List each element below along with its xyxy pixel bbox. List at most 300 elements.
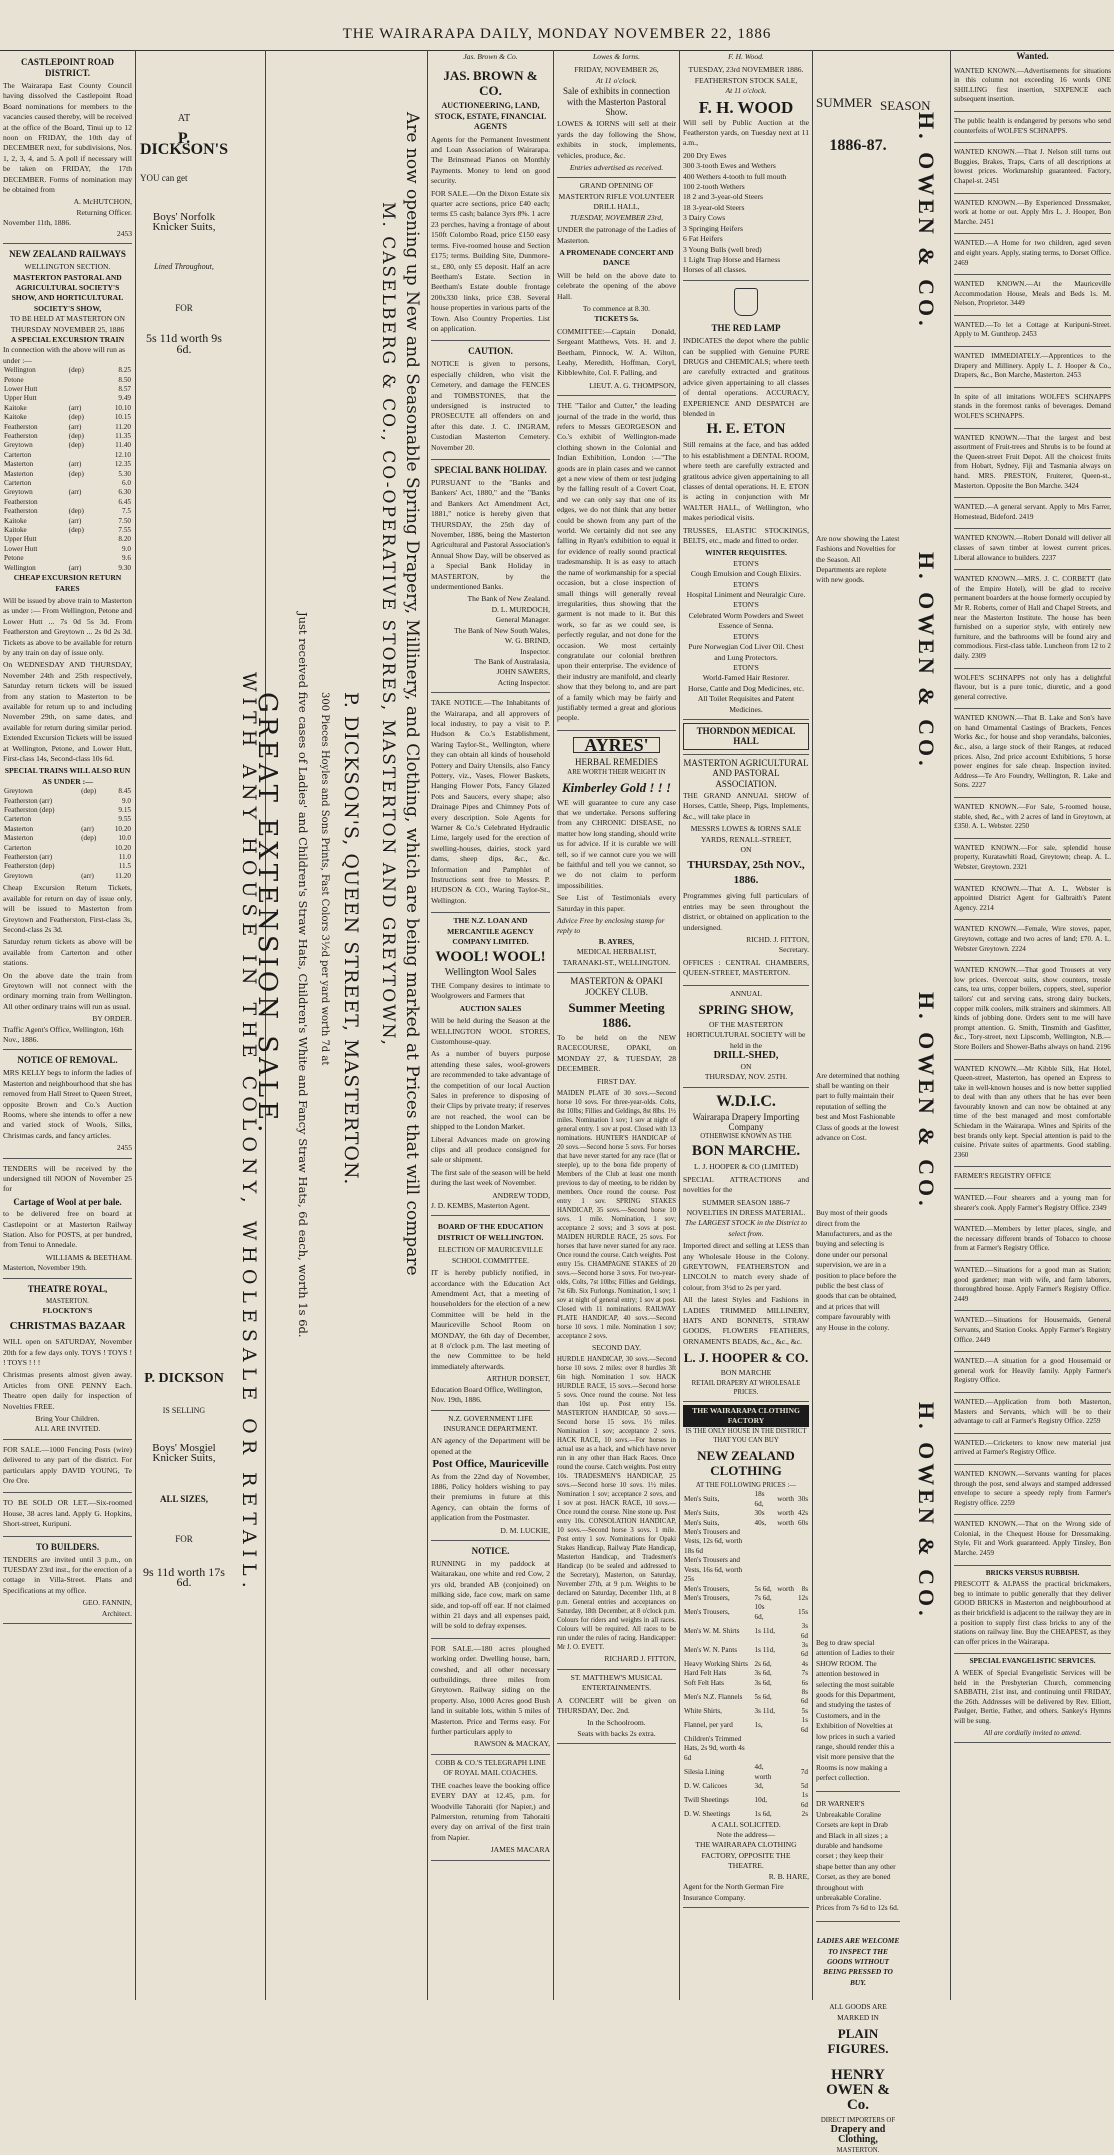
wdic-season: SUMMER SEASON 1886-7 bbox=[702, 1197, 790, 1207]
timetable-cell bbox=[80, 806, 105, 815]
dickson-address: P. DICKSON'S, QUEEN STREET, MASTERTON. bbox=[340, 692, 362, 1186]
timetable-cell bbox=[68, 385, 99, 394]
timetable-row bbox=[3, 815, 132, 824]
timetable-cell: Men's W. M. Shirts bbox=[684, 1626, 740, 1635]
timetable-2 bbox=[3, 787, 132, 881]
timetable-cell: Greytown bbox=[4, 871, 33, 880]
wanted-ad-text: WANTED KNOWN.—Mr Kibble Silk, Hat Hotel, Queen-street, Masterton, has opened an Express to take in well-known houses and is now better supplied to deal with than any others that he has ever been favourably known and can now be obtained at any time of the best managed and most comfortable Schiedam in the Wairarapa. Wines and Spirits of the best brands only kept. Special attention is paid to the cuisine. Private suites of apartments. Good stabling. 2360 bbox=[954, 1064, 1111, 1159]
second-day: SECOND DAY. bbox=[592, 1342, 641, 1352]
lamp-horse: Horse, Cattle and Dog Medicines, etc. bbox=[688, 683, 804, 693]
saturday-note: Saturday return tickets as above will be available from Carterton and other stations. bbox=[3, 937, 132, 968]
timetable-row bbox=[3, 517, 132, 526]
timetable-cell: Featherston bbox=[4, 432, 38, 440]
timetable-cell: 6.30 bbox=[118, 488, 131, 497]
norfolk-price: 5s 11d worth 9s 6d. bbox=[146, 331, 222, 356]
timetable-cell: Heavy Working Shirts bbox=[684, 1659, 748, 1668]
auction-sales: AUCTION SALES bbox=[459, 1003, 522, 1013]
show-yards: MESSRS LOWES & IORNS SALE YARDS, RENALL-STREET, bbox=[690, 824, 802, 844]
stock-item: 6 Fat Heifers bbox=[683, 234, 723, 244]
theatre-title: THEATRE ROYAL, bbox=[27, 1283, 108, 1294]
wool-sales: Wellington Wool Sales bbox=[444, 967, 537, 979]
bon-marche-2: BON MARCHE bbox=[720, 1368, 772, 1378]
wanted-ad bbox=[954, 961, 1111, 1059]
wanted-ad bbox=[954, 920, 1111, 961]
owen-rot-1: H. OWEN & CO. bbox=[914, 112, 939, 330]
timetable-cell bbox=[68, 554, 99, 563]
wanted-ad bbox=[954, 1393, 1111, 1434]
wanted-ad bbox=[954, 839, 1111, 880]
castlepoint-notice bbox=[3, 52, 132, 244]
wanted-ad bbox=[954, 1434, 1111, 1465]
loan-title: THE N.Z. LOAN AND MERCANTILE AGENCY COMPANY LIMITED. bbox=[447, 916, 534, 947]
wood-name: F. H. WOOD bbox=[698, 97, 794, 117]
timetable-cell: Featherston (dep) bbox=[4, 806, 55, 815]
timetable-cell: (dep) bbox=[68, 507, 84, 516]
bank-signer-line: General Manager. bbox=[495, 615, 550, 625]
wanted-ad-text: WANTED KNOWN.—Female, Wire stoves, paper, Greytown, cottage and two acres of land; £70. A. L. Webster Greytown. 2224 bbox=[954, 925, 1111, 953]
extension-sale-received: Just received five cases of Ladies' and Children's Straw Hats, Children's White and Fancy Straw Hats, 6d each, worth 1s 6d. bbox=[296, 612, 310, 1338]
timetable-cell: (arr) bbox=[68, 488, 82, 497]
bon-marche-title: BON MARCHE. bbox=[691, 1143, 801, 1160]
railways-held: TO BE HELD AT MASTERTON ON THURSDAY NOVEMBER 25, 1886 bbox=[10, 314, 125, 334]
show-body: THE GRAND ANNUAL SHOW of Horses, Cattle, Sheep, Pigs, Implements, &c., will take place in bbox=[683, 790, 809, 821]
loan-body-5: The first sale of the season will be held during the last week of November. bbox=[431, 1167, 550, 1188]
drill-body: UNDER the patronage of the Ladies of Masterton. bbox=[557, 225, 676, 245]
ad-number: 2453 bbox=[116, 228, 132, 238]
timetable-cell: 42s bbox=[798, 1509, 808, 1518]
wanted-ad-text: The public health is endangered by persons who send counterfeits of WOLFE'S SCHNAPPS. bbox=[954, 116, 1111, 135]
cow-notice bbox=[431, 1541, 550, 1639]
column-1 bbox=[0, 52, 135, 2000]
timetable-cell: 10.20 bbox=[114, 843, 131, 852]
timetable-cell: Upper Hutt bbox=[4, 394, 37, 403]
timetable-cell: 3s 6d, bbox=[754, 1678, 772, 1687]
timetable-cell: Men's Trousers, bbox=[684, 1584, 730, 1593]
jockey-title: MASTERTON & OPAKI JOCKEY CLUB. bbox=[570, 976, 663, 997]
all-sizes: ALL SIZES, bbox=[159, 1493, 209, 1504]
wanted-ad-text: In spite of all imitations WOLFE'S SCHNAPPS stands in the foremost ranks of beverages. Demand WOLFE'S SCHNAPPS. bbox=[954, 392, 1111, 421]
wanted-ad bbox=[954, 1515, 1111, 1565]
stock-item: 100 2-tooth Wethers bbox=[683, 182, 745, 192]
wanted-ad bbox=[954, 143, 1111, 193]
tailor-body: THE "Tailor and Cutter," the leading journal of the trade in the world, thus refers to Messrs GEORGESON and Co.'s exhibit of Wellington-made clothing shown in the Colonial and Indian Exhibition, London :—"The goods are in plain cases and we cannot get a new view of them or test judging by the falling result of a Covert Coat, and we can only say that one of its edges, we do not think that any better could be shown from any part of the world. We certainly did not see any falling in Ryan's exhibition to equal it for evidence of really sound practical tradesmanship. It is as easy to attach the name of workmanship for a special occasion, but a close inspection of small things will generally reveal irregularities, thus showing that the garment is not made to it. But this work, so far as we could see, is perfectly regular, and not done for the occasion. We most certainly congratulate our colonial brethren upon their enterprise. The evidence of their industry are manifold, and clearly show that they belong to, and are part of a family which may be fairly and justifiably termed a great and glorious people. bbox=[557, 401, 676, 723]
timetable-cell: 15s bbox=[798, 1608, 808, 1617]
first-day: FIRST DAY. bbox=[596, 1076, 637, 1086]
stock-item: 3 Young Bulls (well bred) bbox=[683, 244, 762, 254]
tenders-headline: Cartage of Wool at per bale. bbox=[13, 1196, 122, 1207]
bank-holiday bbox=[431, 460, 550, 693]
timetable-cell: Greytown bbox=[4, 441, 33, 450]
timetable-row bbox=[3, 394, 132, 403]
timetable-cell: 8.25 bbox=[118, 366, 131, 375]
signer: ARTHUR DORSET, bbox=[486, 1374, 550, 1384]
jockey-meeting: Summer Meeting 1886. bbox=[568, 999, 665, 1030]
caution-notice bbox=[431, 341, 550, 460]
timetable-cell bbox=[776, 1641, 795, 1660]
timetable-cell bbox=[776, 1594, 795, 1603]
timetable-cell: Featherston (dep) bbox=[4, 862, 55, 871]
timetable-row bbox=[3, 526, 132, 535]
wanted-ad-text: WANTED.—A situation for a good Housemaid or general work for Heavily family. Apply Farmer's Registry Office. bbox=[954, 1357, 1111, 1385]
timetable-cell bbox=[776, 1716, 795, 1735]
timetable-row bbox=[683, 1603, 809, 1622]
wanted-ad bbox=[954, 62, 1111, 112]
bank-signer-line: W. G. BRIND, bbox=[504, 636, 550, 646]
timetable-cell: Greytown bbox=[4, 488, 33, 497]
timetable-cell: 11.35 bbox=[115, 432, 131, 440]
builders-tenders bbox=[3, 1537, 132, 1624]
wood-body: Will sell by Public Auction at the Featherston yards, on Tuesday next at 11 a.m., bbox=[683, 117, 809, 148]
signer: WILLIAMS & BEETHAM. bbox=[45, 1252, 132, 1262]
lamp-body: INDICATES the depot where the public can be supplied with Genuine PURE DRUGS and CHEMICALS; where teeth are carefully extracted and gratitous advice given appertaining to all classes of dental operations. ACCURACY, EXPERIENCE AND DESPATCH are blended in bbox=[683, 336, 809, 418]
lined: Lined Throughout, bbox=[154, 262, 214, 272]
timetable-cell: (arr) bbox=[68, 516, 82, 525]
lowes-iorns-ad bbox=[557, 62, 676, 178]
timetable-cell: 1s 11d, bbox=[754, 1626, 776, 1635]
timetable-row bbox=[683, 1735, 809, 1763]
drill-date: TUESDAY, NOVEMBER 23rd, bbox=[569, 212, 664, 222]
timetable-cell: 6.45 bbox=[118, 497, 131, 506]
column-5 bbox=[554, 52, 679, 2000]
wool-headline: WOOL! WOOL! bbox=[435, 949, 546, 966]
timetable-cell: 30s bbox=[754, 1509, 765, 1518]
jas-brown-ad bbox=[431, 62, 550, 341]
column-header: F. H. Wood. bbox=[728, 52, 764, 61]
evangelistic-ad bbox=[954, 1654, 1111, 1743]
clothing-is: IS THE ONLY HOUSE IN THE DISTRICT THAT YOU CAN BUY bbox=[685, 1428, 807, 1445]
ayres-testimonials: See List of Testimonials every Saturday in this paper. bbox=[557, 893, 676, 913]
wanted-ad bbox=[954, 1220, 1111, 1261]
railways-event: MASTERTON PASTORAL AND AGRICULTURAL SOCIETY'S SHOW, AND HORTICULTURAL SOCIETY'S SHOW, bbox=[11, 272, 124, 313]
wood-stock-sale bbox=[683, 62, 809, 280]
wool-tenders bbox=[3, 1159, 132, 1279]
timetable-cell: Petone bbox=[4, 554, 24, 563]
owen-column bbox=[813, 52, 903, 2154]
timetable-cell: Men's Trousers, bbox=[684, 1608, 730, 1617]
wanted-ad bbox=[954, 1189, 1111, 1220]
masthead-rule bbox=[0, 50, 1114, 51]
wanted-ad-text: FARMER'S REGISTRY OFFICE bbox=[954, 1172, 1052, 1181]
loan-body-2: Will be held during the Season at the WELLINGTON WOOL STORES, Customhouse-quay. bbox=[431, 1016, 550, 1046]
eton-item: ETON'S bbox=[733, 662, 759, 672]
lamp-title: THE RED LAMP bbox=[711, 323, 781, 334]
timetable-cell: 9.15 bbox=[118, 806, 131, 815]
ayres-signer: B. AYRES, bbox=[598, 936, 635, 946]
timetable-cell: 12.10 bbox=[114, 450, 131, 459]
timetable-cell: 8.45 bbox=[118, 787, 131, 796]
wood-time: At 11 o'clock. bbox=[725, 86, 767, 96]
wanted-ad-text: WANTED KNOWN.—For sale, splendid house property, Kuratawhiti Road, Greytown; cheap. A. L. Webster, Greytown. 2321 bbox=[954, 843, 1111, 871]
matthews-body: A CONCERT will be given on THURSDAY, Dec. 2nd. bbox=[557, 1695, 676, 1715]
wanted-ad-text: WANTED.—Situations for a good man as Station; good gardener; man with wife, and farm laborers, thoroughbred house. Apply Farmer's Registry Office. 2449 bbox=[954, 1266, 1111, 1303]
timetable-cell: 7.55 bbox=[118, 526, 131, 535]
caselberg-title: M. CASELBERG & CO., CO-OPERATIVE STORES, MASTERTON AND GREYTOWN, bbox=[378, 202, 398, 1047]
plain-figures: PLAIN FIGURES. bbox=[827, 2026, 889, 2057]
wanted-ad-text: WANTED KNOWN.—That the largest and best assortment of Fruit-trees and Shrubs is to be found at the Queen-street Fruit Depot. All the choicest fruits from Hobart, Sydney, Fiji and Tasmania always on hand. MRS. PRESTON, Fruiterer, Queen-st., Masterton. Opposite the Bon Marche. 3424 bbox=[954, 433, 1111, 490]
timetable-cell bbox=[776, 1660, 795, 1669]
railways-connection: In connection with the above will run as under :— bbox=[3, 345, 126, 365]
timetable-cell: 7s bbox=[801, 1669, 808, 1678]
theatre-sub: MASTERTON. bbox=[46, 1297, 89, 1305]
timetable-cell: Children's Trimmed Hats, 2s 9d, worth 4s 6d bbox=[684, 1735, 745, 1762]
wood-title: FEATHERSTON STOCK SALE, bbox=[694, 75, 798, 85]
loan-agency-ad bbox=[431, 913, 550, 1216]
norfolk-suits: Boys' Norfolk Knicker Suits, bbox=[152, 210, 216, 234]
timetable-row bbox=[683, 1810, 809, 1819]
education-title: BOARD OF THE EDUCATION DISTRICT OF WELLINGTON. bbox=[437, 1222, 544, 1243]
timetable-cell bbox=[80, 862, 105, 871]
column-header: Lowes & Iorns. bbox=[592, 52, 641, 61]
ayres-worth: ARE WORTH THEIR WEIGHT IN bbox=[567, 768, 666, 776]
timetable-row bbox=[683, 1716, 809, 1735]
eton-list bbox=[683, 559, 809, 684]
timetable-cell: Featherston (arr) bbox=[4, 853, 53, 862]
timetable-cell bbox=[68, 479, 99, 488]
signer-role: Architect. bbox=[101, 1608, 132, 1618]
timetable-cell: (arr) bbox=[68, 403, 82, 412]
signer: ANDREW TODD, bbox=[492, 1190, 550, 1200]
signer: RAWSON & MACKAY, bbox=[474, 1739, 550, 1749]
timetable-cell: 9.6 bbox=[122, 554, 131, 563]
timetable-cell: 1s, bbox=[754, 1720, 763, 1729]
timetable-cell: 11.5 bbox=[118, 862, 131, 871]
eton-item: ETON'S bbox=[733, 579, 759, 589]
timetable-row bbox=[3, 834, 132, 843]
timetable-row bbox=[3, 404, 132, 413]
timetable-row bbox=[683, 1556, 809, 1584]
caution-title: CAUTION. bbox=[468, 346, 513, 357]
timetable-cell: D. W. Sheetings bbox=[684, 1810, 731, 1819]
house-to-let bbox=[3, 1493, 132, 1536]
timetable-cell bbox=[776, 1688, 795, 1707]
wanted-ad bbox=[954, 194, 1111, 235]
clothing-price-table bbox=[683, 1490, 809, 1819]
timetable-row bbox=[683, 1528, 809, 1556]
timetable-row bbox=[3, 385, 132, 394]
timetable-cell bbox=[68, 376, 99, 385]
timetable-cell: Kaitoke bbox=[4, 526, 27, 535]
timetable-row bbox=[683, 1782, 809, 1791]
timetable-cell: Masterton bbox=[4, 469, 34, 478]
wanted-column bbox=[951, 52, 1114, 2000]
timetable-cell: 8.50 bbox=[118, 375, 131, 384]
timetable-cell: 1s 11d, bbox=[754, 1645, 776, 1654]
timetable-cell: 3s 6d, bbox=[754, 1669, 772, 1678]
timetable-row bbox=[3, 507, 132, 516]
timetable-cell bbox=[795, 1735, 809, 1763]
dickson-you-can-get: YOU can get bbox=[140, 173, 188, 184]
warner-corsets: DR WARNER'S Unbreakable Coraline Corsets are kept in Drab and Black in all sizes ; a durable and handsome corset ; they keep their shape better than any other Corset, as they are boned throughout with unbreakable Coraline. Prices from 7s 6d to 12s 6d. bbox=[816, 1799, 899, 1913]
is-selling: IS SELLING bbox=[162, 1406, 206, 1416]
summer-label: SUMMER bbox=[816, 95, 873, 110]
wood-items bbox=[683, 151, 809, 276]
timetable-row bbox=[3, 797, 132, 806]
jockey-body: To be held on the NEW RACECOURSE, OPAKI, on MONDAY 27, & TUESDAY, 28 DECEMBER. bbox=[557, 1032, 676, 1074]
forsale-body: FOR SALE.—180 acres ploughed working order. Dwelling house, barn, cowshed, and all other necessary outbuildings, three miles from Greytown. Railway siding on the property. Also, 1000 Acres good Bush land in suitable lots, within 5 miles of Masterton. Price and Terms easy. For further particulars apply to bbox=[431, 1643, 550, 1737]
timetable-cell bbox=[754, 1735, 777, 1763]
eton-item: ETON'S bbox=[733, 600, 759, 610]
clothing-call: A CALL SOLICITED. bbox=[711, 1819, 781, 1829]
timetable-cell: Men's W. N. Pants bbox=[684, 1645, 738, 1654]
timetable-row bbox=[3, 460, 132, 469]
loan-body: THE Company desires to intimate to Woolgrowers and Farmers that bbox=[431, 980, 550, 1001]
ayres-body: WE will guarantee to cure any case that we undertake. Persons suffering from any CHRONIC DISEASE, no matter how long standing, should write us for advice. If it is curable we will tell, so if we cannot cure you we will be faithful and tell you we cannot, so we do not claim to perform impossibilities. bbox=[557, 797, 676, 890]
timetable-row bbox=[3, 787, 132, 796]
wanted-ad bbox=[954, 880, 1111, 921]
theatre-name: FLOCKTON'S bbox=[42, 1305, 93, 1315]
wdic-title: W.D.I.C. bbox=[716, 1092, 776, 1110]
owen-showing: Are now showing the Latest Fashions and Novelties for the Season. All Departments are replete with new goods. bbox=[816, 533, 900, 585]
wanted-ad-text: WANTED.—Cricketers to know new material just arrived at Farmer's Registry Office. bbox=[954, 1438, 1111, 1457]
timetable-cell: Lower Hutt bbox=[4, 544, 38, 553]
lamp-toilet: All Toilet Requisites and Patent Medicines. bbox=[697, 694, 795, 714]
hudson-body: TAKE NOTICE.—The Inhabitants of the Wairarapa, and all approvers of local industry, to pay a visit to P. Hudson & Co.'s Establishment, Waring Taylor-St., Wellington, where they can obtain all kinds of household Pottery and Dairy Utensils, also Fancy Pottery, viz., Vases, Flower Baskets, Hanging Flower Pots, Fancy Glazed Pots and Saucers, every shape; also Drainage Pipes and Chimney Pots of every description. Sole Agents for Warner & Co.'s Celebrated Hydraulic Lime, largely used for the erection of swelling-houses, dairies, stock yard dams, sheep dips, &c., &c. Information and Pamphlet of Instructions sent free to Messrs. P. HUDSON & CO., Waring Taylor-St., Wellington. bbox=[431, 698, 550, 905]
timetable-cell: 9.0 bbox=[122, 544, 131, 553]
timetable-row bbox=[683, 1688, 809, 1707]
timetable-cell bbox=[776, 1791, 795, 1810]
winter-requisites: WINTER REQUISITES. bbox=[705, 548, 787, 558]
timetable-cell: Masterton bbox=[4, 824, 34, 833]
timetable-cell bbox=[68, 451, 99, 460]
wanted-ad bbox=[954, 529, 1111, 570]
timetable-cell bbox=[776, 1622, 795, 1641]
coach-body: THE coaches leave the booking office EVERY DAY at 12.45, p.m. for Woodville Tahoraiti (for Napier,) and Palmerston, returning from Tahoraiti every day on arrival of the first train from Napier. bbox=[431, 1780, 550, 1842]
bank-signer-line: JOHN SAWERS, bbox=[496, 667, 550, 677]
wanted-ad bbox=[954, 1311, 1111, 1352]
timetable-cell: Kaitoke bbox=[4, 413, 27, 422]
timetable-cell bbox=[776, 1707, 795, 1716]
builders-title: TO BUILDERS. bbox=[35, 1541, 100, 1552]
wanted-ad-text: WANTED KNOWN.—That A. L. Webster is appointed District Agent for Galbraith's Patent Agency. 2214 bbox=[954, 884, 1111, 912]
mosgiel-suits: Boys' Mosgiel Knicker Suits, bbox=[152, 1441, 216, 1465]
timetable-cell: Featherston bbox=[4, 422, 38, 431]
timetable-cell: 10s 6d, bbox=[754, 1603, 765, 1621]
timetable-row bbox=[3, 366, 132, 375]
signer: D. M. LUCKIE, bbox=[500, 1525, 550, 1535]
timetable-cell: 9.49 bbox=[118, 394, 131, 403]
bricks-title: BRICKS VERSUS RUBBISH. bbox=[985, 1568, 1080, 1577]
timetable-cell: 5s bbox=[801, 1706, 808, 1715]
timetable-cell: 5s 6d, bbox=[754, 1692, 772, 1701]
timetable-row bbox=[3, 806, 132, 815]
timetable-cell: 5s 6d, bbox=[754, 1584, 772, 1593]
timetable-cell: Featherston bbox=[4, 507, 38, 516]
timetable-cell: (dep) bbox=[81, 787, 97, 796]
timetable-row bbox=[683, 1519, 809, 1528]
eton-item: Hospital Liniment and Neuralgic Cure. bbox=[686, 590, 806, 600]
timetable-row bbox=[3, 564, 132, 573]
timetable-row bbox=[3, 479, 132, 488]
lamp-trusses: TRUSSES, ELASTIC STOCKINGS, BELTS, etc., made and fitted to order. bbox=[683, 525, 809, 546]
wanted-ad-text: WANTED KNOWN.—That on the Wrong side of Colonial, in the Chequest House for Dressmaking. Style, Fit and Work guaranteed. Apply Tinsley, Bon Marche. 2459 bbox=[954, 1520, 1111, 1558]
wanted-ad-text: WANTED KNOWN.—Advertisements for situations in this column not exceeding 16 words ONE SHILLING first insertion, SIXPENCE each subsequent insertion. bbox=[954, 66, 1111, 104]
timetable-cell: 2s 6d, bbox=[754, 1659, 772, 1668]
spring-on: ON bbox=[740, 1061, 752, 1071]
timetable-cell: 3s 6d bbox=[800, 1640, 808, 1659]
timetable-row bbox=[3, 451, 132, 460]
post-office-headline: Post Office, Mauriceville bbox=[432, 1458, 549, 1471]
timetable-row bbox=[683, 1594, 809, 1603]
timetable-cell: 1s 6d, bbox=[754, 1810, 772, 1819]
eton-item: Cough Emulsion and Cough Elixirs. bbox=[690, 569, 802, 579]
caution-body: NOTICE is given to persons, especially children, who visit the Cemetery, and damage the FENCES and TOMBSTONES, that the undersigned is instructed to PROSECUTE all offenders on and after this date. J. C. INGRAM, Custodian Masterton Cemetery. November 20. bbox=[431, 359, 550, 452]
extension-sale-prints: 300 Pieces Hoyles and Sons Prints, Fast Colors 3½d per yard worth 7d at bbox=[319, 692, 330, 1066]
clothing-address: THE WAIRARAPA CLOTHING FACTORY, OPPOSITE THE THEATRE. bbox=[695, 1840, 797, 1871]
first-day-races: MAIDEN PLATE of 30 sovs.—Second horse 10 sovs. For three-year-olds. Colts, 8st 10lbs; Fillies and Geldings, 8st 8lbs. 1½ miles. Nomination 1 sov; 1 sov at night of general entry. 1 sov at post. Closed with 13 nominations. HUNTER'S HANDICAP of 20 sovs.—Second horse 5 sovs. For horses that have never started for any race (flat or steeple), up to the bona fide property of Members of the Club at least one month previous to day of meeting, to be ridden by members. Once round the course. Post entry 1 sov. SPRING STAKES HANDICAP, 35 sovs.—Second horse 10 sovs. 1 mile. Nomination, 1 sov; acceptance 2 sovs; and 3 sovs at post. MAIDEN HURDLE RACE, 25 sovs. For horses that have never started for any race. Once round the course. Catch weights. Post entry 15s. CHAMPAGNE STAKES of 20 sovs.—Second horse 3 sovs. For two-year-olds, Colts, 7st 10lbs; Fillies and Geldings, 7st 6lb. Six Furlongs. Nomination, 1 sov; 1 sov at night of general entry; 1 sov at post. Closed with 11 nominations. RAILWAY PLATE HANDICAP, 40 sovs.—Second horse 10 sovs. 1 mile. Nomination 1 sov; acceptance 2 sovs. bbox=[557, 1089, 676, 1340]
fares-body: Will be issued by above train to Masterton as under :— From Wellington, Petone and Lower Hutt ... 7s 0d 5s 3d. From Featherston and Greytown ... 2s 0d 2s 3d. Tickets as above to be available for return by any train on day of issue only. bbox=[3, 595, 132, 657]
stock-item: 200 Dry Ewes bbox=[683, 150, 727, 160]
wanted-ad-text: WANTED.—A general servant. Apply to Mrs Farrer, Homestead, Bideford. 2419 bbox=[954, 503, 1111, 521]
timetable-cell: (arr) bbox=[68, 563, 82, 572]
wdic-novelties: NOVELTIES IN DRESS MATERIAL. bbox=[686, 1207, 806, 1217]
dickson-name-2: P. DICKSON bbox=[144, 1371, 224, 1387]
bank-signer-line: D. L. MURDOCH, bbox=[491, 604, 550, 614]
drill-commence: To commence at 8.30. bbox=[582, 303, 651, 313]
all-goods-marked: ALL GOODS ARE MARKED IN bbox=[829, 2002, 887, 2022]
timetable-cell: Kaitoke bbox=[4, 516, 27, 525]
timetable-cell bbox=[80, 797, 105, 806]
timetable-cell: 10.15 bbox=[114, 413, 131, 422]
timetable-cell: 9.0 bbox=[122, 796, 131, 805]
timetable-row bbox=[3, 825, 132, 834]
spring-hall: DRILL-SHED, bbox=[713, 1050, 779, 1062]
timetable-row bbox=[683, 1660, 809, 1669]
wanted-list bbox=[954, 62, 1111, 1566]
wood-date: TUESDAY, 23rd NOVEMBER 1886. bbox=[688, 65, 804, 75]
timetable-cell: 3s 6d bbox=[800, 1622, 808, 1640]
timetable-row bbox=[3, 554, 132, 563]
timetable-cell: (arr) bbox=[81, 824, 94, 833]
timetable-row bbox=[683, 1622, 809, 1641]
timetable-row bbox=[3, 413, 132, 422]
wanted-ad bbox=[954, 1167, 1111, 1189]
timetable-cell: Kaitoke bbox=[4, 403, 27, 412]
notice-title: NOTICE. bbox=[471, 1545, 510, 1556]
timetable-row bbox=[683, 1490, 809, 1509]
eton-item: ETON'S bbox=[733, 631, 759, 641]
eton-item: World-Famed Hair Restorer. bbox=[702, 673, 790, 683]
timetable-row bbox=[3, 862, 132, 871]
timetable-cell: 8.20 bbox=[118, 535, 131, 544]
bazaar-bring: Bring Your Children. bbox=[35, 1413, 100, 1423]
dickson-at: AT bbox=[177, 113, 191, 124]
owen-rot-2: H. OWEN & CO. bbox=[914, 552, 939, 770]
red-lamp-icon bbox=[734, 288, 758, 316]
wednesday-note: On WEDNESDAY AND THURSDAY, November 24th and 25th respectively, Saturday return tickets will be issued from any station to Masterton to be available for return up to and including November 29th, on same dates, and available for return during similar period. Extended Excursion Tickets will be issued at Wellington, Petone, and Lower Hutt, First-class 14s, Second-class 10s 6d. bbox=[3, 660, 132, 763]
timetable-cell: Men's Suits, bbox=[684, 1495, 720, 1504]
wdic-special: SPECIAL ATTRACTIONS and novelties for the bbox=[683, 1174, 809, 1195]
education-body: IT is hereby publicly notified, in accordance with the Education Act Amendment Act, that a meeting of householders for the election of a new Committee will be held in the Mauriceville School Room on MONDAY, the 6th day of December, at 8 o'clock p.m. The last meeting of the new Committee to be held immediately afterwards. bbox=[431, 1268, 550, 1371]
season-label: SEASON bbox=[880, 98, 931, 113]
timetable-cell: 10d, bbox=[754, 1796, 768, 1805]
tenders-body: TENDERS will be received by the undersigned till NOON of November 25 for bbox=[3, 1163, 132, 1194]
stock-item: 400 Wethers 4-tooth to full mouth bbox=[683, 171, 787, 181]
signer: JAMES MACARA bbox=[490, 1845, 550, 1855]
bon-marche-ad bbox=[683, 1088, 809, 1402]
clothing-factory-ad bbox=[683, 1402, 809, 1908]
timetable-cell: 1s 6d bbox=[800, 1716, 808, 1734]
timetable-cell: Greytown bbox=[4, 787, 33, 796]
timetable-cell bbox=[754, 1556, 777, 1584]
timetable-cell: Soft Felt Hats bbox=[684, 1678, 724, 1687]
bank-signer-line: Acting Inspector. bbox=[497, 677, 550, 687]
timetable-cell: Men's Suits, bbox=[684, 1518, 720, 1527]
timetable-cell: 9.30 bbox=[118, 563, 131, 572]
wanted-ad-text: WANTED KNOWN.—That good Trousers at very low prices. Overcoat suits, show counters, tressle cans, tea urns, copper boilers, coppers, steel, superior tailors' cut and serving cans, strong dairy buckets, copper milk coolers, milk strainers and skimmers. All kinds of jobbing done. Orders sent to me will have prompt attention. G. Smith, Tinsmith and Gasfitter, &c., Tory-street, next Lipscomb, Wellington, N.B.—Store Boilers and Shower-Baths always on hand. 2196 bbox=[954, 966, 1111, 1051]
brown-body: Agents for the Permanent Investment and Loan Association of Wairarapa. The Brinsmead Pianos on Monthly Payments. Money to lend on good security. bbox=[431, 134, 550, 186]
timetable-row bbox=[3, 498, 132, 507]
caselberg-colony: WITH ANY HOUSE IN THE COLONY, WHOLESALE OR RETAIL. bbox=[238, 672, 260, 1594]
